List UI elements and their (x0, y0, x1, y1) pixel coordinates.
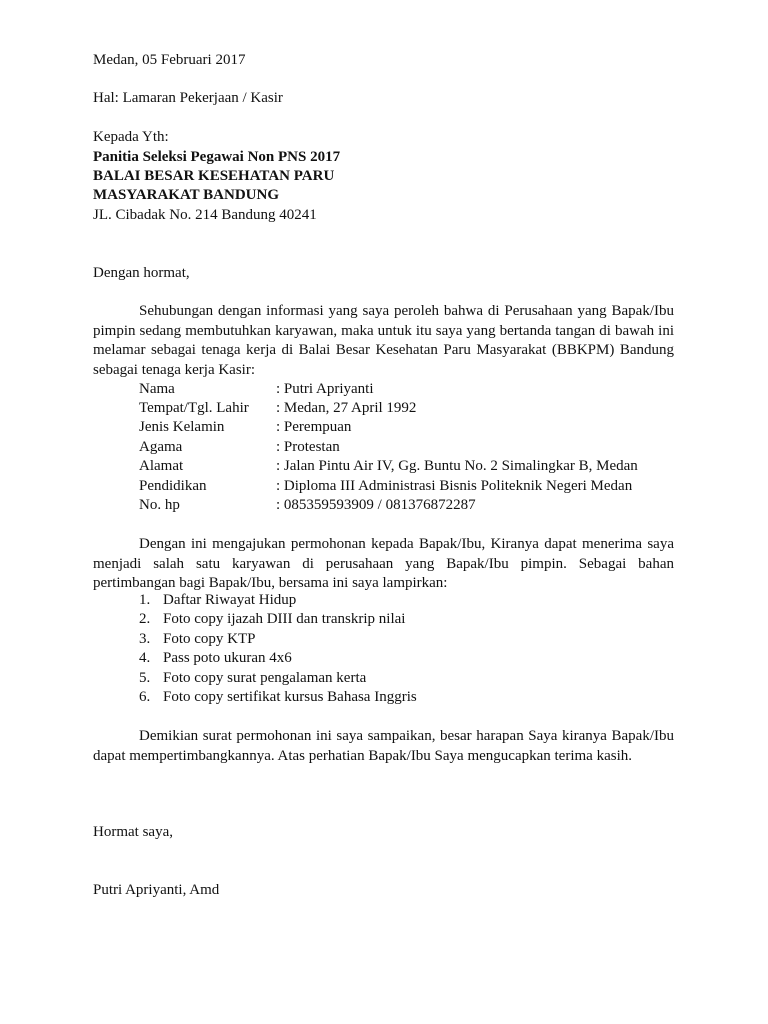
list-text: Daftar Riwayat Hidup (163, 592, 297, 608)
field-value: : Putri Apriyanti (276, 381, 374, 397)
greeting: Dengan hormat, (93, 265, 190, 281)
recipient-line-1: Panitia Seleksi Pegawai Non PNS 2017 (93, 149, 341, 165)
list-number: 2. (139, 611, 151, 627)
field-value: : Diploma III Administrasi Bisnis Politeknik Negeri Medan (276, 478, 633, 494)
request-paragraph-text: Dengan ini mengajukan permohonan kepada Bapak/Ibu, Kiranya dapat menerima saya menjadi salah satu karyawan di perusahaan yang Bapak/Ibu pimpin. Sebagai bahan pertimbangan bagi Bapak/Ibu, bersama ini saya lampirkan: (93, 536, 674, 591)
field-value: : Protestan (276, 439, 340, 455)
list-text: Foto copy KTP (163, 631, 256, 647)
place-date: Medan, 05 Februari 2017 (93, 52, 246, 68)
field-label: Jenis Kelamin (139, 419, 225, 435)
field-value: : Perempuan (276, 419, 352, 435)
field-value: : 085359593909 / 081376872287 (276, 497, 476, 513)
list-number: 3. (139, 631, 151, 647)
recipient-line-3: MASYARAKAT BANDUNG (93, 187, 279, 203)
field-label: Agama (139, 439, 183, 455)
subject-line: Hal: Lamaran Pekerjaan / Kasir (93, 90, 283, 106)
closing-paragraph (93, 727, 674, 766)
to-label: Kepada Yth: (93, 129, 169, 145)
intro-paragraph (93, 302, 674, 380)
list-text: Foto copy sertifikat kursus Bahasa Inggris (163, 689, 417, 705)
request-paragraph (93, 535, 674, 594)
list-text: Pass poto ukuran 4x6 (163, 650, 292, 666)
signature-name: Putri Apriyanti, Amd (93, 882, 220, 898)
list-number: 1. (139, 592, 151, 608)
field-label: Alamat (139, 458, 184, 474)
field-label: No. hp (139, 497, 180, 513)
field-label: Pendidikan (139, 478, 207, 494)
list-number: 5. (139, 670, 151, 686)
field-value: : Jalan Pintu Air IV, Gg. Buntu No. 2 Simalingkar B, Medan (276, 458, 638, 474)
recipient-address: JL. Cibadak No. 214 Bandung 40241 (93, 207, 317, 223)
list-number: 4. (139, 650, 151, 666)
closing-paragraph-text: Demikian surat permohonan ini saya sampaikan, besar harapan Saya kiranya Bapak/Ibu dapat mempertimbangkannya. Atas perhatian Bapak/Ibu Saya mengucapkan terima kasih. (93, 728, 674, 764)
field-label: Tempat/Tgl. Lahir (139, 400, 249, 416)
field-value: : Medan, 27 April 1992 (276, 400, 417, 416)
field-label: Nama (139, 381, 175, 397)
recipient-line-2: BALAI BESAR KESEHATAN PARU (93, 168, 335, 184)
intro-paragraph-text: Sehubungan dengan informasi yang saya peroleh bahwa di Perusahaan yang Bapak/Ibu pimpin sedang membutuhkan karyawan, maka untuk itu saya yang bertanda tangan di bawah ini melamar sebagai tenaga kerja di Balai Besar Kesehatan Paru Masyarakat (BBKPM) Bandung sebagai tenaga kerja Kasir: (93, 303, 674, 378)
sign-off: Hormat saya, (93, 824, 173, 840)
list-number: 6. (139, 689, 151, 705)
list-text: Foto copy ijazah DIII dan transkrip nilai (163, 611, 406, 627)
list-text: Foto copy surat pengalaman kerta (163, 670, 367, 686)
